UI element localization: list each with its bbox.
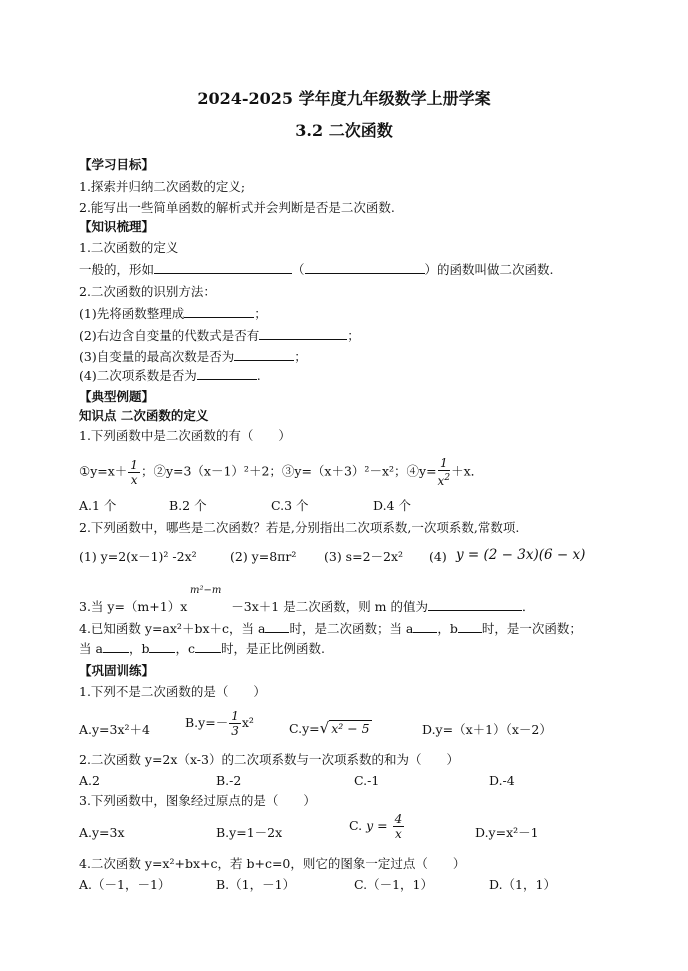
option-d[interactable]: D.（1，1）: [489, 877, 556, 892]
objective-1: 1.探索并归纳二次函数的定义;: [79, 179, 246, 194]
text: 一般的，形如: [79, 262, 155, 277]
review-step-4: [79, 368, 261, 384]
text: (2)右边含自变量的代数式是否有: [79, 328, 260, 343]
fill-blank[interactable]: [259, 328, 347, 340]
text: (3)自变量的最高次数是否为: [79, 349, 235, 364]
fill-blank[interactable]: [197, 368, 257, 380]
option-b[interactable]: B.2 个: [169, 498, 207, 513]
function-1: (1) y=2(x－1)² -2x²: [79, 549, 197, 564]
text: ＋x．: [451, 463, 484, 479]
text: x²: [241, 715, 254, 730]
text: －3x＋1 是二次函数，则 m 的值为: [231, 599, 428, 614]
denominator: $x^2$: [437, 473, 451, 488]
text: ；: [347, 328, 360, 343]
fraction: [393, 812, 405, 841]
text: ）的函数叫做二次函数.: [424, 262, 554, 277]
section-practice-heading: 【巩固训练】: [79, 663, 155, 678]
text: .: [256, 368, 261, 383]
example-q1: 1.下列函数中是二次函数的有（ ）: [79, 428, 291, 443]
practice-q3: 3.下列函数中，图象经过原点的是（ ）: [79, 793, 316, 808]
function-4-label: (4): [429, 549, 447, 564]
fill-blank[interactable]: [458, 621, 482, 633]
text: 时，是正比例函数.: [220, 641, 325, 656]
option-d[interactable]: D.-4: [489, 773, 515, 788]
option-c[interactable]: [289, 720, 372, 737]
option-a[interactable]: A.2: [79, 773, 100, 788]
example-q4-cont: [79, 641, 325, 657]
text: C.y=: [289, 721, 320, 736]
exponent: m²−m: [190, 585, 222, 596]
fill-blank[interactable]: [234, 349, 294, 361]
option-a[interactable]: A.1 个: [79, 498, 117, 513]
option-d[interactable]: D.y=（x＋1）（x－2）: [422, 722, 552, 737]
option-d[interactable]: D.y=x²－1: [475, 825, 539, 840]
option-a[interactable]: A.y=3x²＋4: [79, 722, 151, 737]
text: (1)先将函数整理成: [79, 306, 185, 321]
numerator: 1: [130, 457, 138, 472]
text: 当 a: [79, 641, 103, 656]
option-b[interactable]: B.y=1－2x: [216, 825, 283, 840]
denominator: 3: [231, 724, 239, 738]
fill-blank[interactable]: [195, 641, 221, 653]
fill-blank[interactable]: [265, 621, 289, 633]
numerator: 1: [231, 709, 239, 723]
denominator: x: [130, 472, 138, 487]
review-step-3: [79, 349, 307, 365]
page-subtitle: 3.2 二次函数: [295, 121, 393, 140]
text: ；: [294, 349, 307, 364]
practice-q1: 1.下列不是二次函数的是（ ）: [79, 684, 266, 699]
review-definition-line: [79, 262, 554, 278]
option-c[interactable]: C.-1: [354, 773, 380, 788]
review-step-1: [79, 306, 267, 322]
numerator: 4: [394, 812, 403, 826]
text: ，c: [175, 641, 195, 656]
sqrt-icon: √: [319, 719, 330, 737]
function-3: (3) s=2－2x²: [324, 549, 404, 564]
fill-blank[interactable]: [413, 621, 437, 633]
text: 时，是二次函数；当 a: [289, 621, 414, 636]
option-d[interactable]: D.4 个: [373, 498, 411, 513]
fill-blank[interactable]: [184, 306, 254, 318]
text: ．: [522, 599, 535, 614]
section-examples-heading: 【典型例题】: [79, 389, 155, 404]
option-a[interactable]: A.y=3x: [79, 825, 125, 840]
option-b[interactable]: B.-2: [216, 773, 242, 788]
text: C.: [349, 818, 363, 833]
option-c[interactable]: C.3 个: [271, 498, 309, 513]
fill-blank[interactable]: [428, 599, 522, 611]
example-q4: [79, 621, 582, 637]
knowledge-point: 知识点 二次函数的定义: [79, 408, 209, 423]
option-a[interactable]: A.（－1，－1）: [79, 877, 171, 892]
text: 3.当 y=（m+1）x: [79, 599, 188, 614]
text: ；: [254, 306, 267, 321]
text: 时，是一次函数；: [481, 621, 582, 636]
fraction: [128, 458, 140, 487]
function-2: (2) y=8πr²: [230, 549, 297, 564]
review-item-2: 2.二次函数的识别方法：: [79, 284, 216, 299]
function-4: y = (2 − 3x)(6 − x): [456, 547, 586, 563]
denominator: x: [395, 827, 402, 841]
example-q3: [79, 599, 535, 615]
fill-blank[interactable]: [154, 262, 292, 274]
objective-2: 2.能写出一些简单函数的解析式并会判断是否是二次函数.: [79, 200, 395, 215]
text: （: [292, 262, 305, 277]
fill-blank[interactable]: [149, 641, 175, 653]
example-q1-expressions: [79, 456, 483, 488]
radicand: x² − 5: [331, 721, 370, 736]
practice-q2: 2.二次函数 y=2x（x-3）的二次项系数与一次项系数的和为（ ）: [79, 752, 459, 767]
example-q2: 2.下列函数中，哪些是二次函数？若是,分别指出二次项系数,一次项系数,常数项.: [79, 520, 520, 535]
option-c[interactable]: [349, 811, 405, 841]
fraction: [229, 709, 241, 738]
section-objectives-heading: 【学习目标】: [79, 157, 155, 172]
text: ，b: [128, 641, 150, 656]
section-review-heading: 【知识梳理】: [79, 219, 155, 234]
numerator: 1: [438, 456, 451, 471]
text: B.y=－: [185, 715, 229, 730]
fill-blank[interactable]: [305, 262, 425, 274]
option-b[interactable]: B.（1，－1）: [216, 877, 296, 892]
review-step-2: [79, 328, 360, 344]
fraction: [438, 456, 451, 488]
text: ①y=x＋: [79, 463, 128, 479]
option-c[interactable]: C.（－1，1）: [354, 877, 433, 892]
text: x: [437, 474, 445, 488]
practice-q4: 4.二次函数 y=x²+bx+c，若 b+c=0，则它的图象一定过点（ ）: [79, 856, 466, 871]
text: 4.已知函数 y=ax²＋bx＋c，当 a: [79, 621, 266, 636]
text: ；②y=3（x－1）²＋2；③y=（x＋3）²－x²；④y=: [140, 463, 437, 479]
text: ，b: [437, 621, 458, 636]
text: (4)二次项系数是否为: [79, 368, 197, 383]
option-b[interactable]: [185, 708, 254, 738]
text: y =: [366, 818, 388, 833]
page-title: 2024-2025 学年度九年级数学上册学案: [197, 89, 491, 108]
fill-blank[interactable]: [103, 641, 129, 653]
review-item-1: 1.二次函数的定义: [79, 240, 179, 255]
